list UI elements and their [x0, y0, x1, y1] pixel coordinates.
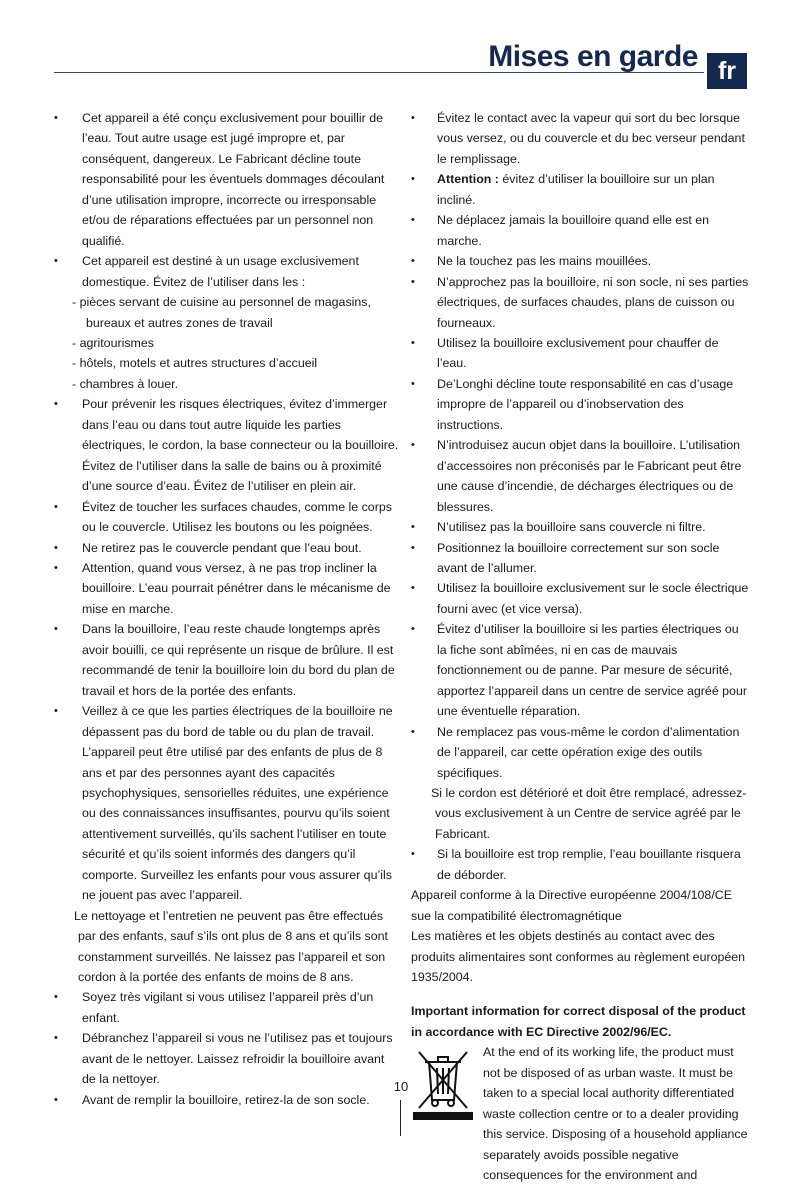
materials-paragraph: Les matières et les objets destinés au contact avec des produits alimentaires sont conformes au règlement européen 1935/2004. — [411, 929, 746, 985]
warning-text: Pour prévenir les risques électriques, évitez d’immerger dans l’eau ou dans tout autre liquide les parties électriques, le cordon, la base connecteur ou la bouilloire. Évitez de l’utiliser dans la salle de bains ou à proximité d’une source d’eau. Évitez de l’utiliser en plein air. — [82, 397, 399, 494]
warning-text: Évitez le contact avec la vapeur qui sort du bec lorsque vous versez, ou du couvercle et du bec verseur pendant le remplissage. — [437, 111, 745, 166]
page-title: Mises en garde — [488, 40, 698, 73]
bullet-icon: • — [411, 173, 415, 186]
warning-item — [54, 394, 399, 496]
warning-text: N’introduisez aucun objet dans la bouilloire. L’utilisation d’accessoires non préconisés par le Fabricant peut être une cause d’incendie, de décharges électriques ou de blessures. — [437, 438, 742, 514]
warning-text: Si la bouilloire est trop remplie, l’eau bouillante risquera de déborder. — [437, 847, 741, 882]
bullet-icon: • — [54, 398, 58, 411]
bullet-icon: • — [54, 705, 58, 718]
cleaning-paragraph: Le nettoyage et l’entretien ne peuvent pas être effectués par des enfants, sauf s’ils ont plus de 8 ans et qu’ils sont constamment surveillés. Ne laissez pas l’appareil et son cordon à la portée des enfants de moins de 8 ans. — [74, 908, 388, 985]
warning-item — [54, 701, 399, 906]
bullet-icon: • — [411, 725, 415, 738]
warning-item — [54, 497, 399, 538]
bullet-icon: • — [411, 623, 415, 636]
bullet-icon: • — [54, 541, 58, 554]
warning-text: évitez d’utiliser la bouilloire sur un plan incliné. — [437, 172, 715, 207]
warning-text: Attention, quand vous versez, à ne pas trop incliner la bouilloire. L’eau pourrait pénétrer dans le mécanisme de mise en marche. — [82, 560, 391, 616]
bullet-icon: • — [411, 214, 415, 227]
bullet-icon: • — [411, 275, 415, 288]
bullet-icon: • — [411, 255, 415, 268]
warning-text: Soyez très vigilant si vous utilisez l’appareil près d’un enfant. — [82, 990, 374, 1025]
warning-item — [411, 374, 751, 435]
bullet-icon: • — [54, 1093, 58, 1106]
warning-text: Ne remplacez pas vous-même le cordon d’alimentation de l’appareil, car cette opération exige des outils spécifiques. — [437, 724, 740, 780]
warning-text: De’Longhi décline toute responsabilité en cas d’usage impropre de l’appareil ou d’inobservation des instructions. — [437, 376, 734, 432]
left-column — [54, 108, 399, 1110]
warning-text: Utilisez la bouilloire exclusivement pour chauffer de l’eau. — [437, 335, 719, 371]
disposal-text: At the end of its working life, the product must not be disposed of as urban waste. It must be taken to a special local authority differentiated waste collection centre or to a dealer providing this service. Disposing of a household appliance separately avoids possible negative consequences for the environment and — [483, 1045, 748, 1183]
bullet-icon: • — [411, 439, 415, 452]
gutter-line — [400, 1100, 401, 1136]
bullet-icon: • — [54, 255, 58, 268]
warning-item — [54, 108, 399, 251]
sub-item: - agritourismes — [72, 335, 154, 350]
bullet-icon: • — [411, 848, 415, 861]
warning-text: Évitez de toucher les surfaces chaudes, comme le corps ou le couvercle. Utilisez les boutons ou les poignées. — [82, 499, 392, 535]
warning-text: Positionnez la bouilloire correctement sur son socle avant de l’allumer. — [437, 540, 720, 575]
bullet-icon: • — [54, 623, 58, 636]
bullet-icon: • — [411, 582, 415, 595]
warning-item — [54, 619, 399, 701]
sub-item: - hôtels, motels et autres structures d’accueil — [72, 356, 318, 371]
warning-text: Cet appareil est destiné à un usage exclusivement domestique. Évitez de l’utiliser dans les : — [82, 254, 359, 289]
bullet-icon: • — [54, 112, 58, 124]
warning-item — [411, 619, 751, 721]
warning-item — [411, 169, 751, 210]
warning-item — [54, 558, 399, 619]
bullet-icon: • — [54, 500, 58, 513]
page-number: 10 — [393, 1079, 409, 1094]
warning-text: Avant de remplir la bouilloire, retirez-la de son socle. — [82, 1092, 370, 1107]
warning-text: Évitez d’utiliser la bouilloire si les parties électriques ou la fiche sont abîmées, ni en cas de mauvais fonctionnement ou de panne. Par mesure de sécurité, apportez l’appareil dans un centre de service agréé pour une éventuelle réparation. — [437, 622, 747, 719]
warning-item — [54, 538, 399, 558]
bullet-icon: • — [54, 561, 58, 574]
conformity-paragraph: Appareil conforme à la Directive européenne 2004/108/CE sue la compatibilité électromagnétique — [411, 888, 732, 923]
warning-item — [411, 578, 751, 619]
language-badge: fr — [707, 53, 747, 89]
warning-item — [411, 435, 751, 517]
warning-text: Ne la touchez pas les mains mouillées. — [437, 254, 652, 269]
sub-item: - chambres à louer. — [72, 376, 179, 391]
right-column — [411, 108, 751, 1186]
warning-item — [411, 210, 751, 251]
warning-text: Cet appareil a été conçu exclusivement pour bouillir de l’eau. Tout autre usage est jugé impropre et, par conséquent, dangereux. Le Fabricant décline toute responsabilité pour les éventuels dommages découlant d’une utilisation impropre, incorrecte ou irresponsable et/ou de réparations effectuées par un personnel non qualifié. — [82, 111, 385, 248]
bullet-icon: • — [411, 521, 415, 534]
sub-item: - pièces servant de cuisine au personnel de magasins, bureaux et autres zones de travail — [72, 295, 371, 330]
warning-text: N’approchez pas la bouilloire, ni son socle, ni ses parties électriques, de surfaces chaudes, plans de cuisson ou fourneaux. — [437, 274, 749, 330]
bullet-icon: • — [411, 336, 415, 349]
bullet-icon: • — [411, 377, 415, 390]
warning-text: Débranchez l’appareil si vous ne l’utilisez pas et toujours avant de le nettoyer. Laissez refroidir la bouilloire avant de la nettoyer. — [82, 1031, 393, 1087]
bullet-icon: • — [54, 1032, 58, 1045]
bullet-icon: • — [411, 541, 415, 554]
disposal-block — [411, 1042, 751, 1185]
warning-item — [411, 333, 751, 374]
warning-item — [411, 538, 751, 579]
warning-item — [411, 272, 751, 333]
attention-label: Attention : — [437, 172, 499, 187]
disposal-heading: Important information for correct disposal of the product in accordance with EC Directive 2002/96/EC. — [411, 1004, 746, 1039]
bullet-icon: • — [411, 112, 415, 124]
warning-text: N’utilisez pas la bouilloire sans couvercle ni filtre. — [437, 520, 706, 535]
cord-paragraph: Si le cordon est détérioré et doit être remplacé, adressez-vous exclusivement à un Centre de service agréé par le Fabricant. — [431, 785, 747, 841]
warning-text: Utilisez la bouilloire exclusivement sur le socle électrique fourni avec (et vice versa). — [437, 581, 749, 616]
warning-item — [411, 722, 751, 783]
warning-text: Dans la bouilloire, l’eau reste chaude longtemps après avoir bouilli, ce qui représente un risque de brûlure. Il est recommandé de tenir la bouilloire loin du bord du plan de travail et hors de la portée des enfants. — [82, 622, 395, 698]
warning-item — [411, 251, 751, 271]
warning-item — [411, 517, 751, 537]
header-rule — [54, 72, 704, 73]
warning-item — [54, 987, 399, 1028]
warning-text: Ne déplacez jamais la bouilloire quand elle est en marche. — [437, 213, 710, 248]
warning-text: Ne retirez pas le couvercle pendant que l’eau bout. — [82, 540, 362, 555]
bullet-icon: • — [54, 991, 58, 1004]
warning-item — [411, 108, 751, 169]
warning-text: Veillez à ce que les parties électriques de la bouilloire ne dépassent pas du bord de table ou du plan de travail. L’appareil peut être utilisé par des enfants de plus de 8 ans et par des personnes ayant des capacités psychophysiques, sensorielles réduites, une expérience ou des connaissances insuffisantes, pourvu qu’ils soient attentivement surveillés, qu’ils sachent l’utiliser en toute sécurité et qu’ils soient informés des dangers qu’il comporte. Surveillez les enfants pour vous assurer qu’ils ne jouent pas avec l’appareil. — [82, 704, 393, 903]
warning-item — [54, 251, 399, 292]
warning-item — [411, 844, 751, 885]
